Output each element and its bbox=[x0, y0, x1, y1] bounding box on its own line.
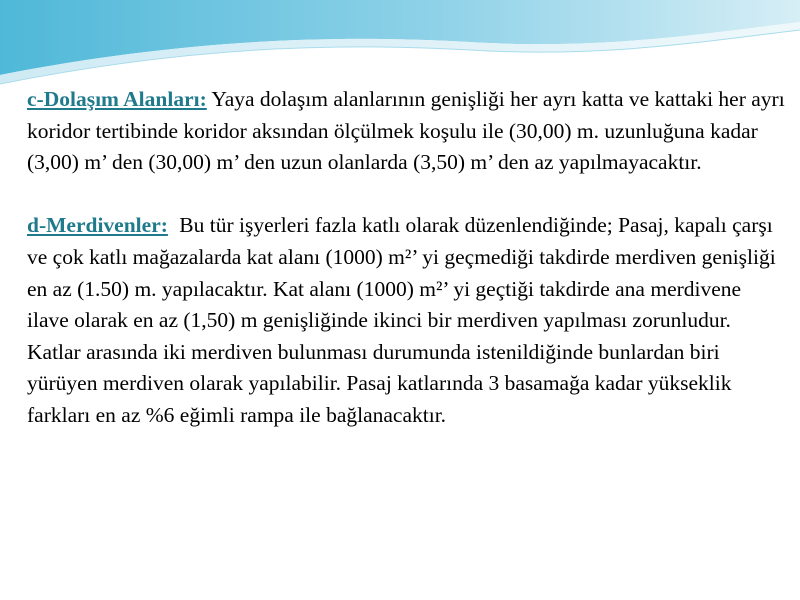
section-heading-dolasim: c-Dolaşım Alanları: bbox=[27, 87, 207, 111]
section-body-merdivenler: Bu tür işyerleri fazla katlı olarak düzenlendiğinde; Pasaj, kapalı çarşı ve çok katlı mağazalarda kat alanı (1000) m²’ yi geçmediği takdirde merdiven genişliği en az (1.50) m. yapılacaktır. Kat alanı (1000) m²’ yi geçtiği takdirde ana merdivene ilave olarak en az (1,50) m genişliğinde ikinci bir merdiven yapılması zorunludur. Katlar arasında iki merdiven bulunması durumunda istenildiğinde bunlardan biri yürüyen merdiven olarak yapılabilir. Pasaj katlarında 3 basamağa kadar yükseklik farkları en az %6 eğimli rampa ile bağlanacaktır. bbox=[27, 213, 776, 427]
section-merdivenler bbox=[27, 210, 787, 431]
content-area bbox=[27, 84, 787, 432]
section-body-dolasim: Yaya dolaşım alanlarının genişliği her ayrı katta ve kattaki her ayrı koridor tertibinde koridor aksından ölçülmek koşulu ile (30,00) m. uzunluğuna kadar (3,00) m’ den (30,00) m’ den uzun olanlarda (3,50) m’ den az yapılmayacaktır. bbox=[27, 87, 785, 175]
section-dolasim-alanlari bbox=[27, 84, 787, 179]
wave-header-decoration bbox=[0, 0, 800, 90]
section-heading-merdivenler: d-Merdivenler: bbox=[27, 213, 168, 238]
